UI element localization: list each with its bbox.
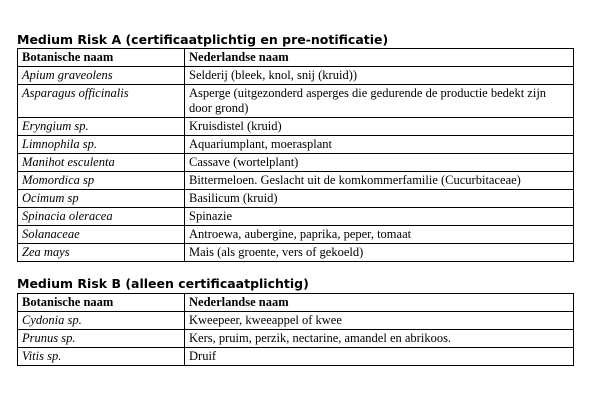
column-header-botanical: Botanische naam xyxy=(18,294,185,312)
dutch-name-cell: Druif xyxy=(185,348,574,366)
botanical-name-cell: Eryngium sp. xyxy=(18,118,185,136)
table-row xyxy=(18,312,574,330)
table-header-row xyxy=(18,294,574,312)
botanical-name-cell: Apium graveolens xyxy=(18,67,185,85)
botanical-name-cell: Manihot esculenta xyxy=(18,154,185,172)
table-row xyxy=(18,330,574,348)
botanical-name-cell: Solanaceae xyxy=(18,226,185,244)
column-header-botanical: Botanische naam xyxy=(18,49,185,67)
table-row xyxy=(18,136,574,154)
dutch-name-cell: Aquariumplant, moerasplant xyxy=(185,136,574,154)
table-row xyxy=(18,226,574,244)
table-row xyxy=(18,118,574,136)
dutch-name-cell: Kruisdistel (kruid) xyxy=(185,118,574,136)
dutch-name-cell: Antroewa, aubergine, paprika, peper, tomaat xyxy=(185,226,574,244)
botanical-name-cell: Momordica sp xyxy=(18,172,185,190)
botanical-name-cell: Limnophila sp. xyxy=(18,136,185,154)
table-row xyxy=(18,348,574,366)
botanical-name-cell: Cydonia sp. xyxy=(18,312,185,330)
botanical-name-cell: Prunus sp. xyxy=(18,330,185,348)
botanical-name-cell: Vitis sp. xyxy=(18,348,185,366)
dutch-name-cell: Asperge (uitgezonderd asperges die gedurende de productie bedekt zijn door grond) xyxy=(185,85,574,118)
section-a-title: Medium Risk A (certificaatplichtig en pre-notificatie) xyxy=(17,32,389,47)
dutch-name-cell: Mais (als groente, vers of gekoeld) xyxy=(185,244,574,262)
dutch-name-cell: Kweepeer, kweeappel of kwee xyxy=(185,312,574,330)
dutch-name-cell: Bittermeloen. Geslacht uit de komkommerfamilie (Cucurbitaceae) xyxy=(185,172,574,190)
medium-risk-a-table xyxy=(17,48,574,262)
dutch-name-cell: Basilicum (kruid) xyxy=(185,190,574,208)
dutch-name-cell: Cassave (wortelplant) xyxy=(185,154,574,172)
table-row xyxy=(18,85,574,118)
dutch-name-cell: Kers, pruim, perzik, nectarine, amandel en abrikoos. xyxy=(185,330,574,348)
table-row xyxy=(18,154,574,172)
column-header-dutch: Nederlandse naam xyxy=(185,49,574,67)
dutch-name-cell: Spinazie xyxy=(185,208,574,226)
section-b-title: Medium Risk B (alleen certificaatplichtig) xyxy=(17,276,309,291)
botanical-name-cell: Spinacia oleracea xyxy=(18,208,185,226)
column-header-dutch: Nederlandse naam xyxy=(185,294,574,312)
botanical-name-cell: Zea mays xyxy=(18,244,185,262)
table-row xyxy=(18,190,574,208)
table-row xyxy=(18,67,574,85)
botanical-name-cell: Asparagus officinalis xyxy=(18,85,185,118)
table-row xyxy=(18,208,574,226)
botanical-name-cell: Ocimum sp xyxy=(18,190,185,208)
dutch-name-cell: Selderij (bleek, knol, snij (kruid)) xyxy=(185,67,574,85)
medium-risk-b-table xyxy=(17,293,574,366)
table-header-row xyxy=(18,49,574,67)
table-row xyxy=(18,244,574,262)
table-row xyxy=(18,172,574,190)
